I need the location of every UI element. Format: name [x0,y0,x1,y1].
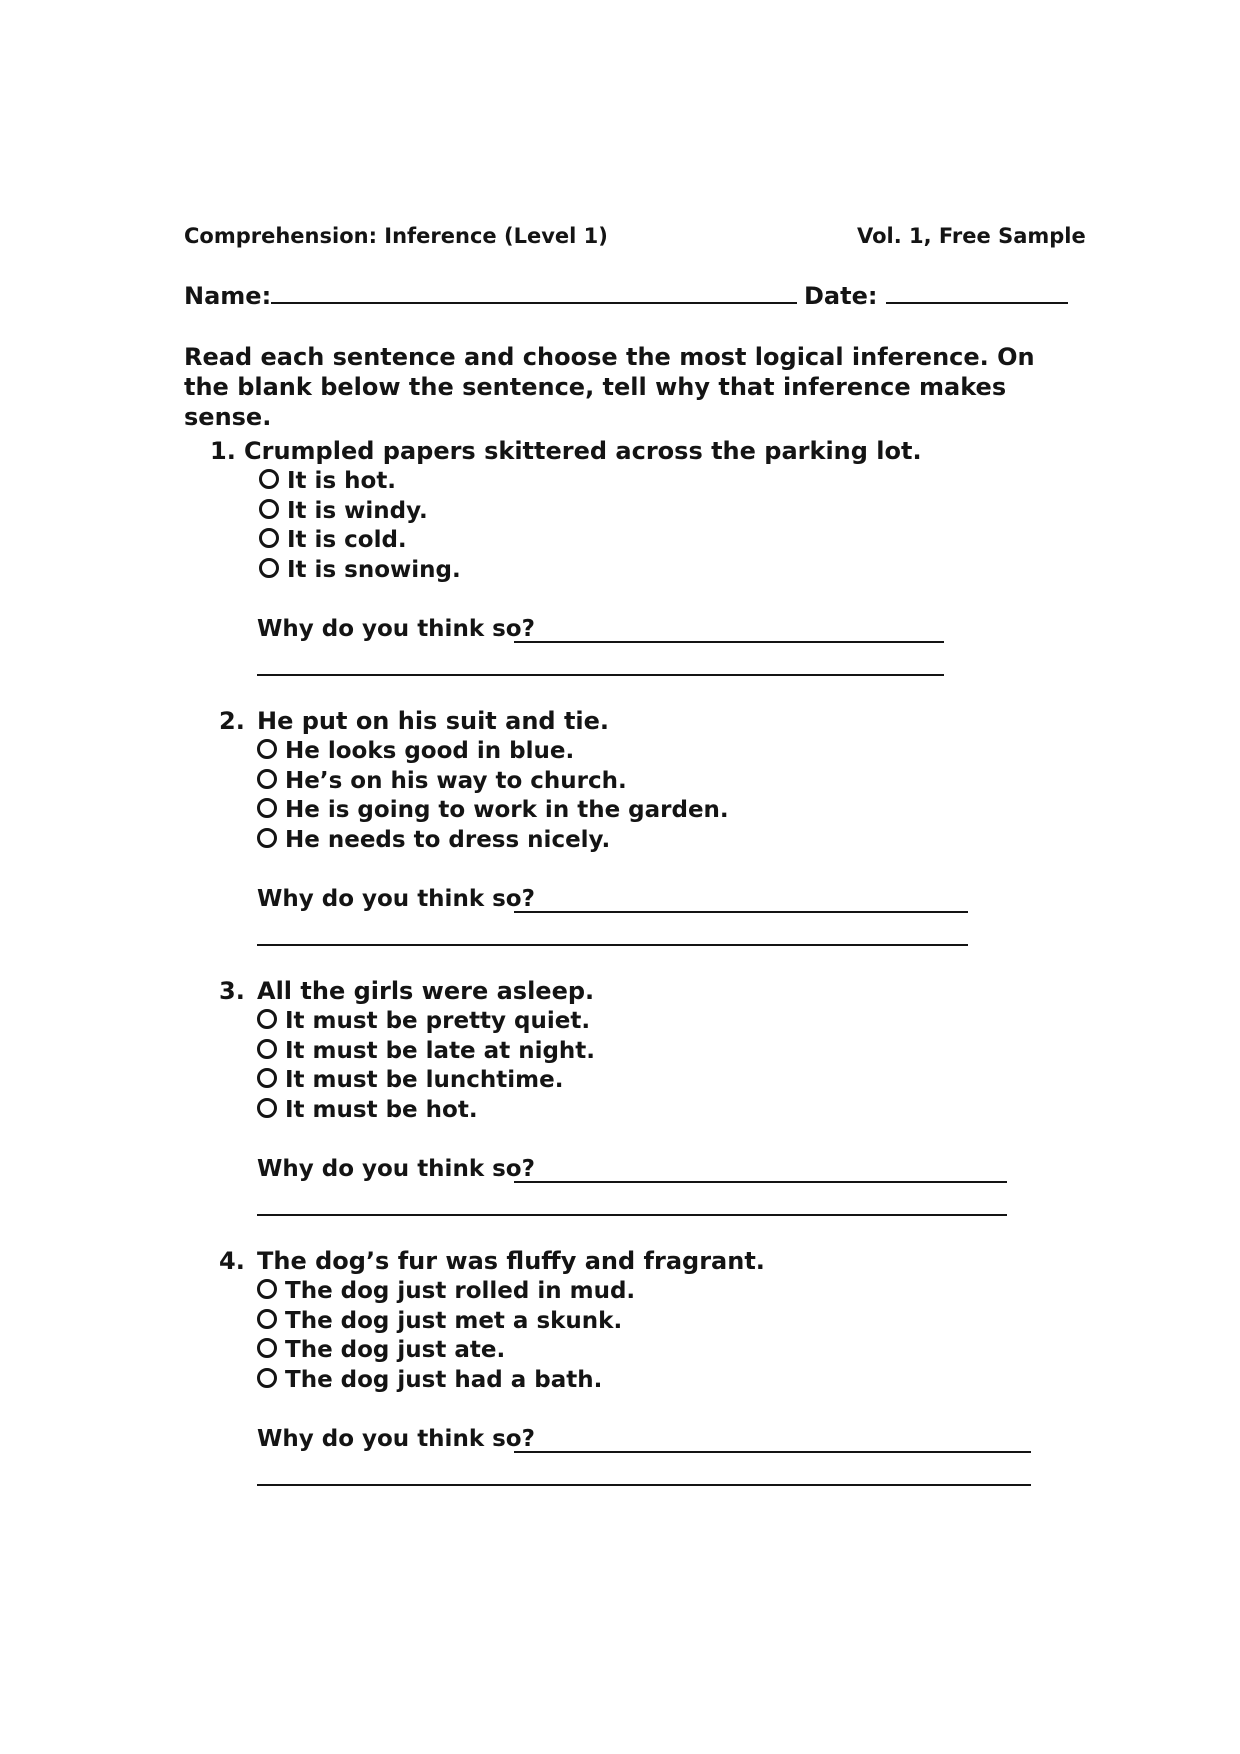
why-prompt: Why do you think so? [257,1156,535,1182]
answer-option[interactable] [257,1036,595,1066]
option-label: He needs to dress nicely. [285,827,611,853]
question-stem: Crumpled papers skittered across the parking lot. [244,437,922,465]
question-stem: The dog’s fur was fluffy and fragrant. [257,1247,765,1275]
option-label: The dog just ate. [285,1337,506,1363]
answer-line[interactable] [257,944,968,946]
answer-line[interactable] [514,1451,1031,1453]
why-prompt: Why do you think so? [257,1426,535,1452]
date-field [804,280,1068,310]
radio-circle-icon [257,798,277,818]
radio-circle-icon [257,1309,277,1329]
answer-option[interactable] [257,1276,635,1306]
date-label: Date: [804,282,878,310]
question-stem: He put on his suit and tie. [257,707,610,735]
option-label: It must be late at night. [285,1038,596,1064]
name-field [184,280,797,310]
answer-option[interactable] [257,766,627,796]
radio-circle-icon [257,1039,277,1059]
radio-circle-icon [259,558,279,578]
radio-circle-icon [259,528,279,548]
answer-option[interactable] [257,1306,622,1336]
option-label: He’s on his way to church. [285,768,627,794]
date-blank[interactable] [886,280,1068,304]
radio-circle-icon [259,499,279,519]
answer-line[interactable] [257,674,944,676]
answer-line[interactable] [257,1484,1031,1486]
option-label: The dog just met a skunk. [285,1308,623,1334]
volume-label: Vol. 1, Free Sample [857,224,1086,248]
answer-line[interactable] [514,1181,1007,1183]
answer-option[interactable] [257,1335,505,1365]
answer-line[interactable] [514,641,944,643]
answer-option[interactable] [259,555,461,585]
answer-option[interactable] [257,825,610,855]
option-label: The dog just had a bath. [285,1367,603,1393]
answer-option[interactable] [259,466,396,496]
instructions: Read each sentence and choose the most logical inference. On the blank below the sentence, tell why that inference makes sense. [184,343,1035,431]
option-label: He looks good in blue. [285,738,575,764]
radio-circle-icon [257,1098,277,1118]
radio-circle-icon [257,739,277,759]
radio-circle-icon [257,769,277,789]
answer-option[interactable] [257,1365,602,1395]
radio-circle-icon [257,1068,277,1088]
answer-option[interactable] [257,795,729,825]
question-stem: All the girls were asleep. [257,977,595,1005]
radio-circle-icon [257,1368,277,1388]
answer-option[interactable] [257,1065,563,1095]
radio-circle-icon [257,828,277,848]
question-number: 4. [219,1247,245,1275]
answer-option[interactable] [257,736,574,766]
name-blank[interactable] [271,280,797,304]
radio-circle-icon [257,1338,277,1358]
radio-circle-icon [259,469,279,489]
option-label: It is cold. [287,527,407,553]
option-label: It must be lunchtime. [285,1067,564,1093]
option-label: It must be pretty quiet. [285,1008,591,1034]
question-number: 3. [219,977,245,1005]
answer-line[interactable] [257,1214,1007,1216]
answer-option[interactable] [259,525,407,555]
answer-option[interactable] [257,1095,478,1125]
radio-circle-icon [257,1009,277,1029]
question-number: 1. [210,437,236,465]
option-label: It is hot. [287,468,397,494]
option-label: It is snowing. [287,557,461,583]
why-prompt: Why do you think so? [257,886,535,912]
radio-circle-icon [257,1279,277,1299]
question-number: 2. [219,707,245,735]
option-label: It is windy. [287,498,428,524]
answer-option[interactable] [257,1006,590,1036]
worksheet-title: Comprehension: Inference (Level 1) [184,224,608,248]
answer-line[interactable] [514,911,968,913]
name-label: Name: [184,282,272,310]
option-label: The dog just rolled in mud. [285,1278,636,1304]
why-prompt: Why do you think so? [257,616,535,642]
option-label: It must be hot. [285,1097,478,1123]
option-label: He is going to work in the garden. [285,797,729,823]
answer-option[interactable] [259,496,428,526]
